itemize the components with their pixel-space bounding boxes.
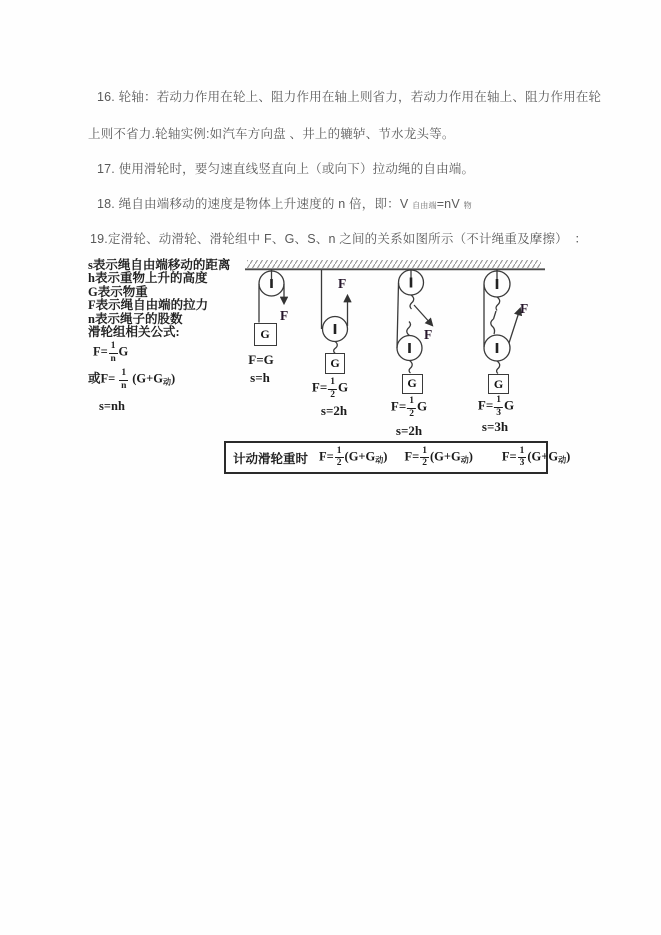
legend-line-s: s表示绳自由端移动的距离 [88, 258, 231, 272]
note-18-text: 18. 绳自由端移动的速度是物体上升速度的 n 倍，即：V [97, 197, 409, 211]
fraction: $\frac{1}{3}$ [496, 395, 501, 418]
force-label-d2: F [338, 276, 347, 291]
legend-formula-1: F= $\frac{1}{n}$ G [93, 341, 129, 364]
calc-box-formula-1: F= $\frac{1}{2}$ (G+G动) [319, 445, 388, 468]
legend-line-g: G表示物重 [88, 284, 148, 299]
weight-box-d4: G [488, 374, 509, 394]
formula-f-d1: F=G [248, 352, 274, 367]
formula-s-d1: s=h [250, 370, 270, 385]
formula-f-d2: F= $\frac{1}{2}$ G [311, 377, 349, 400]
ceiling [245, 260, 545, 269]
formula-s-d2: s=2h [320, 403, 348, 418]
force-label-d1: F [280, 308, 289, 323]
note-18 [97, 194, 472, 212]
note-16-line2: 上则不省力.轮轴实例:如汽车方向盘 、井上的辘轳、节水龙头等。 [88, 127, 455, 141]
force-label-d3: F [424, 327, 433, 342]
fraction: $\frac{1}{2}$ [422, 445, 427, 468]
note-18-equals: =nV [436, 197, 460, 211]
fraction: $\frac{1}{3}$ [519, 445, 525, 468]
fraction: $\frac{1}{2}$ [330, 377, 335, 400]
note-16-line1: 16. 轮轴：若动力作用在轮上、阻力作用在轴上则省力，若动力作用在轴上、阻力作用在轮 [97, 90, 602, 104]
calc-box-formula-2: F= $\frac{1}{2}$ (G+G动) [404, 445, 473, 468]
legend-line-f: F表示绳自由端的拉力 [88, 298, 209, 313]
legend-line-n: n表示绳子的股数 [88, 311, 183, 326]
calc-box-title: 计动滑轮重时 [233, 451, 309, 466]
note-18-subscript-free-end: 自由端 [412, 201, 437, 210]
weight-box-d3: G [402, 374, 423, 394]
movable-pulley-weight-box [224, 441, 571, 474]
calc-box-formula-3: F= $\frac{1}{3}$ (G+G动) [501, 445, 571, 468]
note-17: 17. 使用滑轮时，要匀速直线竖直向上（或向下）拉动绳的自由端。 [97, 162, 475, 176]
figure-legend [88, 259, 230, 414]
legend-formula-2: 或F= $\frac{1}{n}$ (G+G动) [88, 368, 176, 391]
pulley-block-f-up-diagram [484, 269, 520, 374]
fraction: $\frac{1}{2}$ [409, 396, 414, 419]
legend-formula-3: s=nh [99, 399, 125, 414]
pulley-diagram-svg [244, 256, 556, 448]
formula-f-d4: F= $\frac{1}{3}$ G [477, 395, 515, 418]
fraction: $\frac{1}{n}$ [121, 368, 127, 391]
formula-s-d4: s=3h [481, 419, 509, 434]
fraction: $\frac{1}{2}$ [336, 445, 342, 468]
formula-s-d3: s=2h [395, 423, 423, 438]
force-label-d4: F [520, 301, 529, 316]
legend-line-title: 滑轮组相关公式: [88, 325, 180, 340]
fraction: $\frac{1}{n}$ [110, 341, 116, 364]
weight-box-d2: G [325, 353, 345, 374]
legend-line-h: h表示重物上升的高度 [88, 271, 208, 286]
pulley-block-f-down-diagram [397, 269, 432, 373]
note-19: 19.定滑轮、动滑轮、滑轮组中 F、G、S、n 之间的关系如图所示（不计绳重及摩擦） ： [90, 232, 588, 246]
formula-f-d3: F= $\frac{1}{2}$ G [390, 396, 428, 419]
note-18-subscript-object: 物 [463, 201, 472, 210]
weight-box-d1: G [254, 323, 277, 346]
